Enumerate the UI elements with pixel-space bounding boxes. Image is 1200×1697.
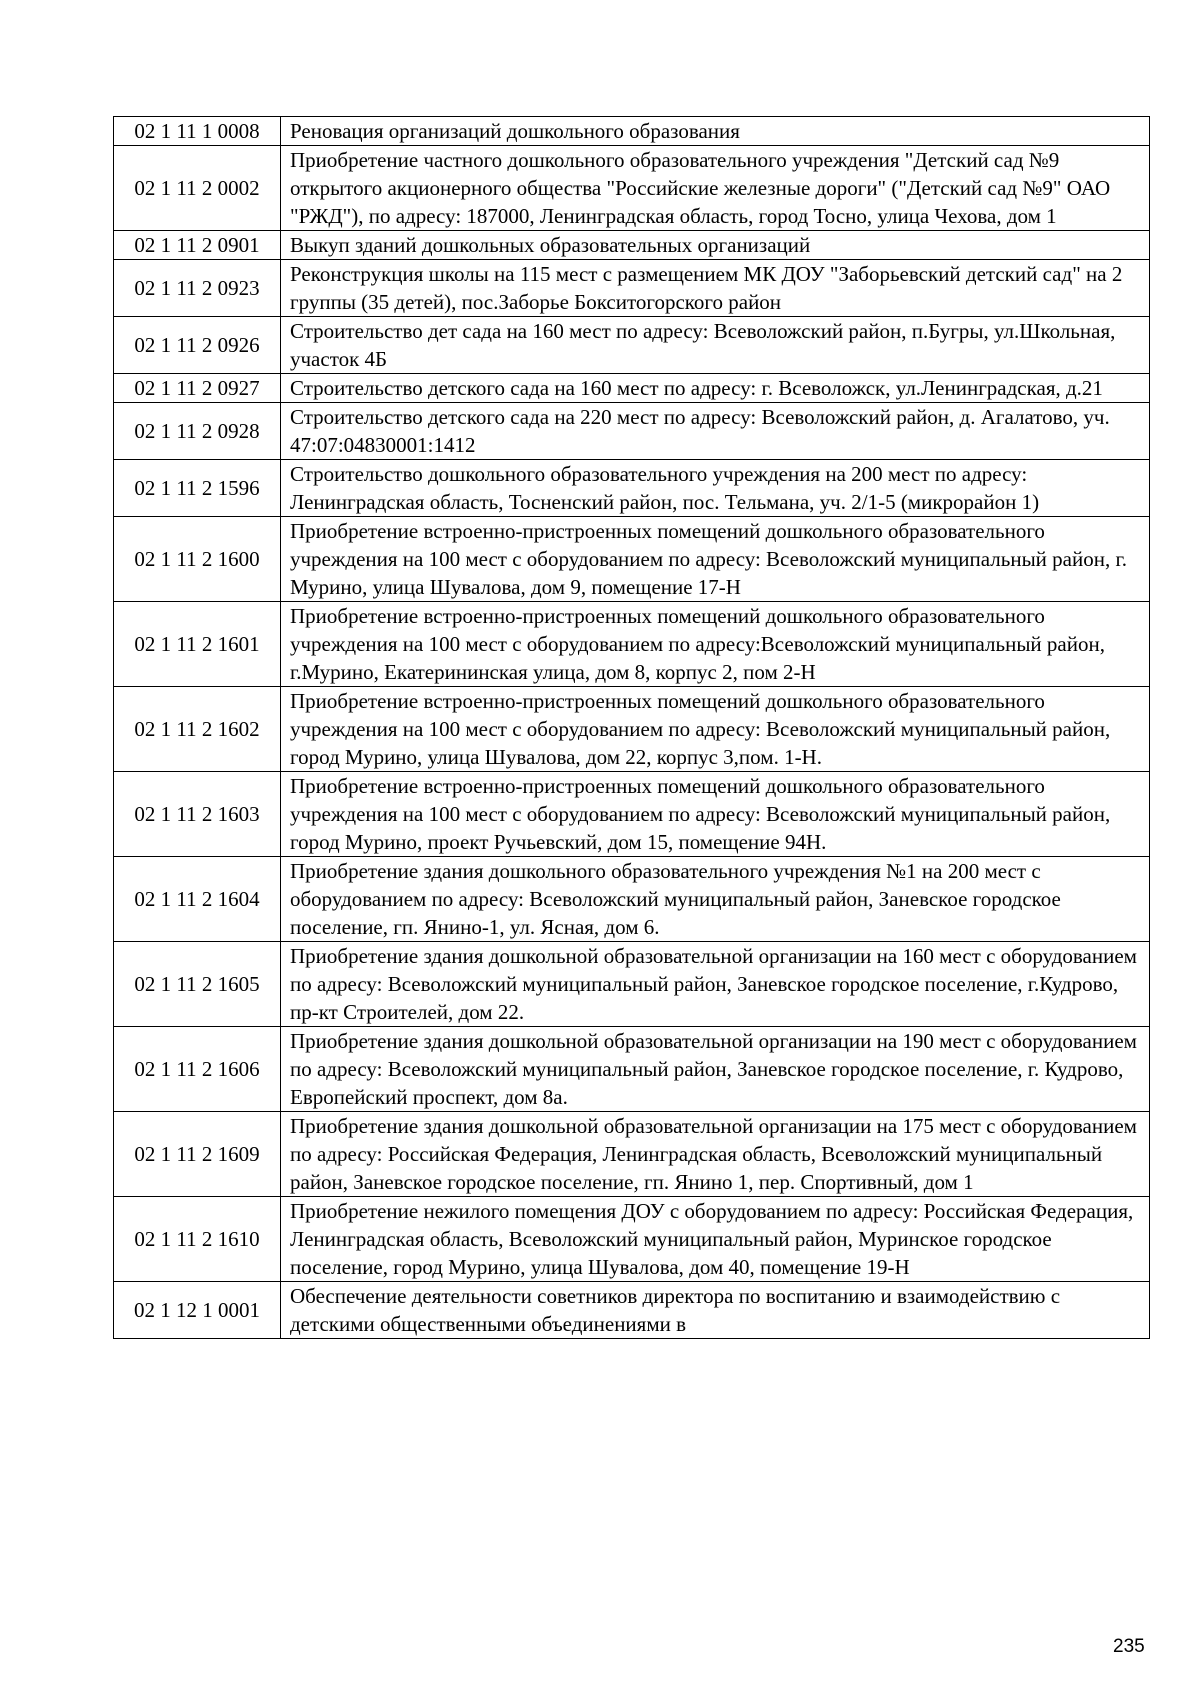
budget-code-table xyxy=(113,116,1150,1339)
row-code: 02 1 11 2 0923 xyxy=(114,260,281,317)
table-row xyxy=(114,374,1150,403)
row-description: Приобретение здания дошкольной образовательной организации на 160 мест с оборудованием по адресу: Всеволожский муниципальный район, Заневское городское поселение, г.Кудрово, пр-кт Строителей, дом 22. xyxy=(281,942,1150,1027)
table-row xyxy=(114,857,1150,942)
row-code: 02 1 11 2 0901 xyxy=(114,231,281,260)
row-code: 02 1 11 2 1596 xyxy=(114,460,281,517)
row-description: Обеспечение деятельности советников директора по воспитанию и взаимодействию с детскими общественными объединениями в xyxy=(281,1282,1150,1339)
row-code: 02 1 11 2 1609 xyxy=(114,1112,281,1197)
table-row xyxy=(114,317,1150,374)
table-row xyxy=(114,942,1150,1027)
table-row xyxy=(114,517,1150,602)
table-row xyxy=(114,772,1150,857)
row-description: Приобретение встроенно-пристроенных помещений дошкольного образовательного учреждения на 100 мест с оборудованием по адресу: Всеволожский муниципальный район, город Мурино, проект Ручьевский, дом 15, помещение 94Н. xyxy=(281,772,1150,857)
row-description: Приобретение здания дошкольной образовательной организации на 175 мест с оборудованием по адресу: Российская Федерация, Ленинградская область, Всеволожский муниципальный район, Заневское городское поселение, гп. Янино 1, пер. Спортивный, дом 1 xyxy=(281,1112,1150,1197)
row-description: Приобретение встроенно-пристроенных помещений дошкольного образовательного учреждения на 100 мест с оборудованием по адресу: Всеволожский муниципальный район, город Мурино, улица Шувалова, дом 22, корпус 3,пом. 1-Н. xyxy=(281,687,1150,772)
table-row xyxy=(114,146,1150,231)
row-description: Строительство дошкольного образовательного учреждения на 200 мест по адресу: Ленинградская область, Тосненский район, пос. Тельмана, уч. 2/1-5 (микрорайон 1) xyxy=(281,460,1150,517)
row-code: 02 1 11 2 1601 xyxy=(114,602,281,687)
table-row xyxy=(114,687,1150,772)
table-body xyxy=(114,117,1150,1339)
row-code: 02 1 11 2 0002 xyxy=(114,146,281,231)
table-row xyxy=(114,1112,1150,1197)
table-row xyxy=(114,1197,1150,1282)
row-code: 02 1 11 1 0008 xyxy=(114,117,281,146)
row-description: Приобретение здания дошкольного образовательного учреждения №1 на 200 мест с оборудованием по адресу: Всеволожский муниципальный район, Заневское городское поселение, гп. Янино-1, ул. Ясная, дом 6. xyxy=(281,857,1150,942)
page-number: 235 xyxy=(1113,1636,1145,1657)
row-code: 02 1 11 2 1600 xyxy=(114,517,281,602)
row-description: Приобретение встроенно-пристроенных помещений дошкольного образовательного учреждения на 100 мест с оборудованием по адресу:Всеволожский муниципальный район, г.Мурино, Екатерининская улица, дом 8, корпус 2, пом 2-Н xyxy=(281,602,1150,687)
row-description: Выкуп зданий дошкольных образовательных организаций xyxy=(281,231,1150,260)
table-row xyxy=(114,460,1150,517)
table-row xyxy=(114,260,1150,317)
table-row xyxy=(114,403,1150,460)
row-code: 02 1 11 2 1605 xyxy=(114,942,281,1027)
row-description: Приобретение нежилого помещения ДОУ с оборудованием по адресу: Российская Федерация, Ленинградская область, Всеволожский муниципальный район, Муринское городское поселение, город Мурино, улица Шувалова, дом 40, помещение 19-Н xyxy=(281,1197,1150,1282)
row-code: 02 1 11 2 1604 xyxy=(114,857,281,942)
row-description: Строительство детского сада на 220 мест по адресу: Всеволожский район, д. Агалатово, уч. 47:07:04830001:1412 xyxy=(281,403,1150,460)
row-description: Приобретение встроенно-пристроенных помещений дошкольного образовательного учреждения на 100 мест с оборудованием по адресу: Всеволожский муниципальный район, г. Мурино, улица Шувалова, дом 9, помещение 17-Н xyxy=(281,517,1150,602)
table-row xyxy=(114,1027,1150,1112)
table-row xyxy=(114,231,1150,260)
row-code: 02 1 11 2 0928 xyxy=(114,403,281,460)
row-code: 02 1 12 1 0001 xyxy=(114,1282,281,1339)
row-description: Реконструкция школы на 115 мест с размещением МК ДОУ "Заборьевский детский сад" на 2 группы (35 детей), пос.Заборье Бокситогорского район xyxy=(281,260,1150,317)
row-code: 02 1 11 2 1610 xyxy=(114,1197,281,1282)
table-row xyxy=(114,602,1150,687)
table-row xyxy=(114,1282,1150,1339)
row-description: Приобретение частного дошкольного образовательного учреждения "Детский сад №9 открытого акционерного общества "Российские железные дороги" ("Детский сад №9" ОАО "РЖД"), по адресу: 187000, Ленинградская область, город Тосно, улица Чехова, дом 1 xyxy=(281,146,1150,231)
row-description: Реновация организаций дошкольного образования xyxy=(281,117,1150,146)
row-description: Строительство дет сада на 160 мест по адресу: Всеволожский район, п.Бугры, ул.Школьная, участок 4Б xyxy=(281,317,1150,374)
row-code: 02 1 11 2 1606 xyxy=(114,1027,281,1112)
row-code: 02 1 11 2 1602 xyxy=(114,687,281,772)
row-code: 02 1 11 2 0926 xyxy=(114,317,281,374)
row-description: Строительство детского сада на 160 мест по адресу: г. Всеволожск, ул.Ленинградская, д.21 xyxy=(281,374,1150,403)
row-description: Приобретение здания дошкольной образовательной организации на 190 мест с оборудованием по адресу: Всеволожский муниципальный район, Заневское городское поселение, г. Кудрово, Европейский проспект, дом 8а. xyxy=(281,1027,1150,1112)
row-code: 02 1 11 2 0927 xyxy=(114,374,281,403)
table-row xyxy=(114,117,1150,146)
row-code: 02 1 11 2 1603 xyxy=(114,772,281,857)
